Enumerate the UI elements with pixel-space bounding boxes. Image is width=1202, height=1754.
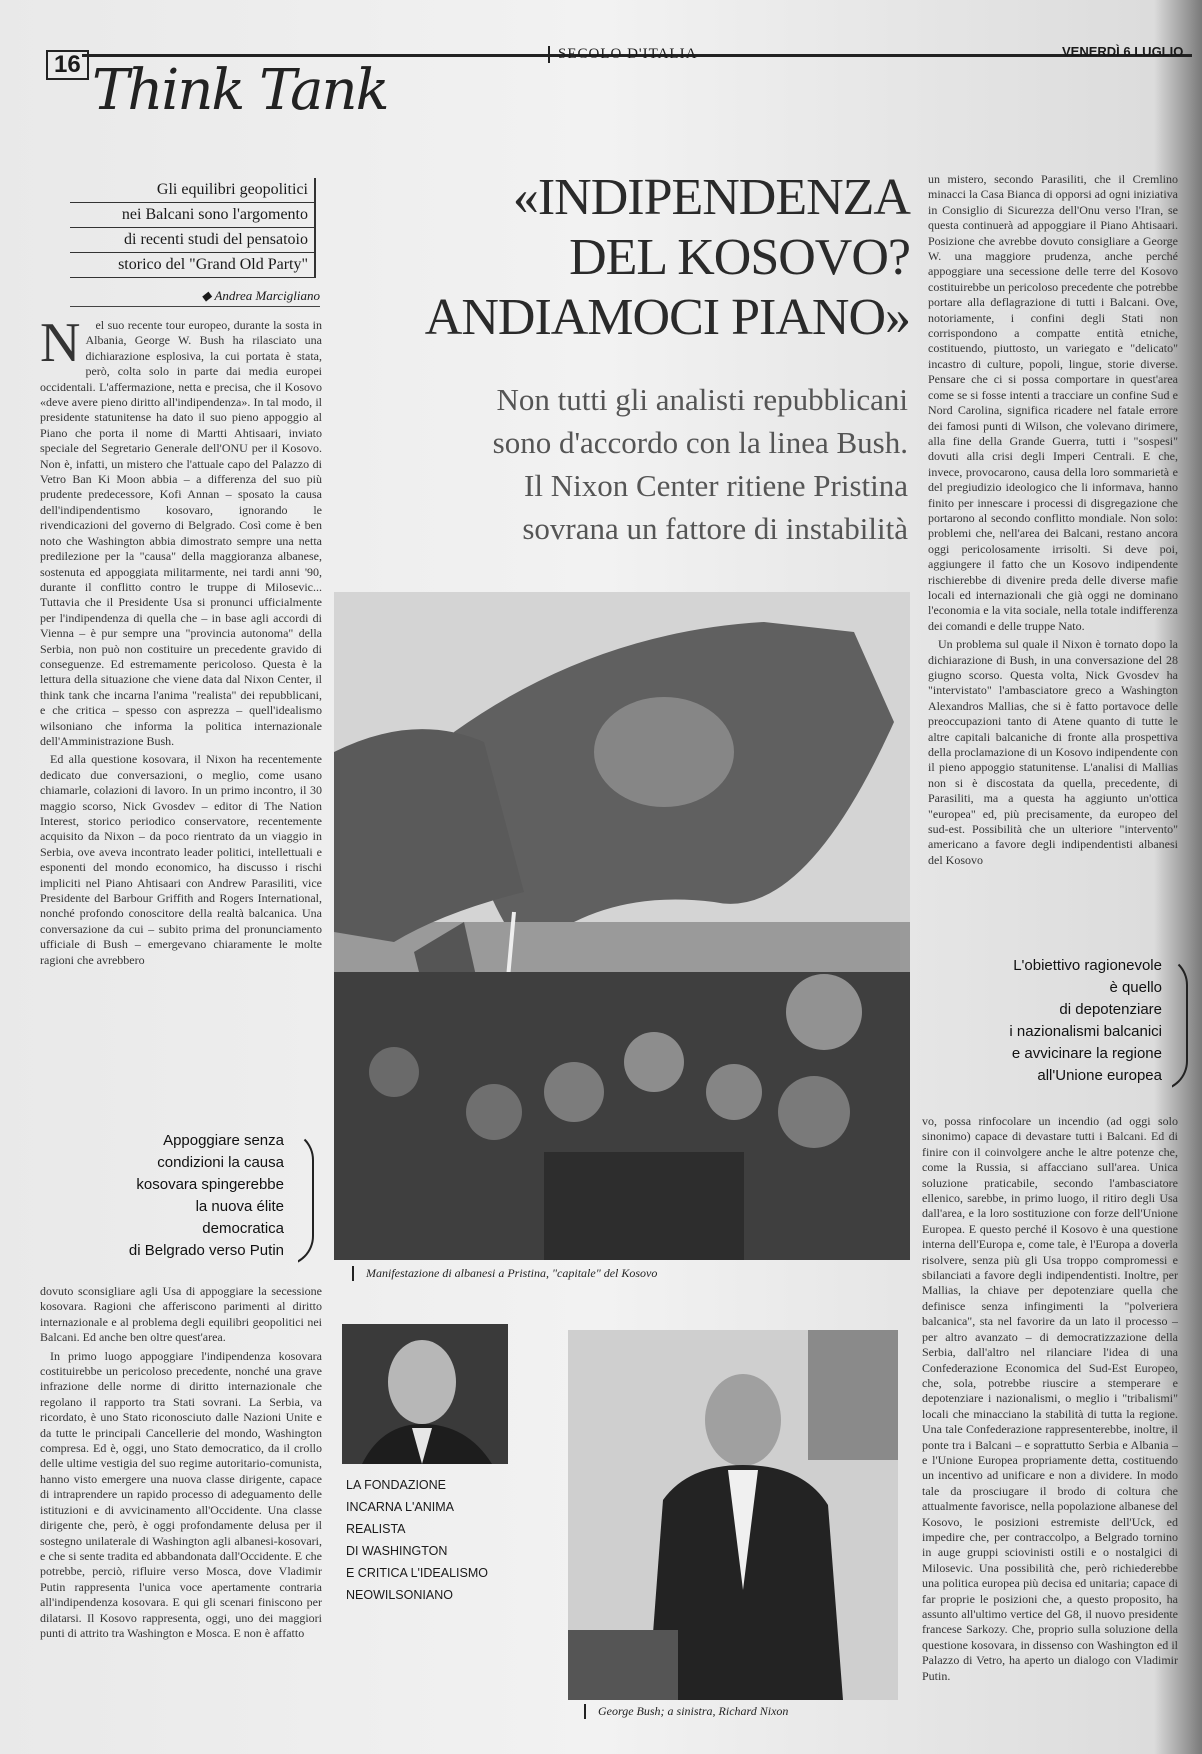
pull-quote-line: L'obiettivo ragionevole	[1013, 957, 1162, 974]
pull-quote-line: i nazionalismi balcanici	[1009, 1023, 1162, 1040]
headline-line: «INDIPENDENZA	[512, 169, 910, 226]
pull-quote-line: all'Unione europea	[1037, 1067, 1162, 1084]
main-photo	[334, 592, 910, 1260]
kicker-line: nei Balcani sono l'argomento	[70, 203, 316, 228]
kicker-line: Gli equilibri geopolitici	[70, 178, 316, 203]
bush-photo-caption: George Bush; a sinistra, Richard Nixon	[584, 1704, 898, 1719]
page-number: 16	[46, 50, 89, 80]
kicker-line: storico del "Grand Old Party"	[70, 253, 316, 278]
deck-line: Non tutti gli analisti repubblicani	[496, 382, 908, 417]
pull-quote-line: DI WASHINGTON	[346, 1544, 448, 1558]
bush-portrait	[568, 1330, 898, 1700]
kicker-line: di recenti studi del pensatoio	[70, 228, 316, 253]
deck-subtitle	[360, 378, 908, 550]
article-paragraph: In primo luogo appoggiare l'indipendenza kosovara costituirebbe un pericoloso precedente, nonché una grave infrazione delle norme di diritto internazionale che regolano il rapporto tra Stati sovrani. La Serbia, va ricordato, è uno Stato riconosciuto dalle Nazioni Unite e da tutte le principali Cancellerie del mondo, Washington compresa. Ed è, oggi, uno Stato democratico, da il crollo delle ultime vestigia del suo regime autoritario-comunista, hanno visto emergere una nuova classe dirigente, capace di intraprendere un rapido processo di adeguamento delle istituzioni e di avvicinamento all'Occidente. Una classe dirigente che, però, è oggi profondamente delusa per il sostegno unilaterale di Washington agli albanesi-kosovari, e che si sente tradita ed abbandonata dall'Occidente. E che potrebbe, perciò, rifluire verso Mosca, dove Vladimir Putin rappresenta l'unica voce apertamente contraria all'indipendenza kosovara. E qui gli scenari finiscono per dilatarsi. Il Kosovo rappresenta, oggi, uno dei maggiori punti di attrito tra Washington e Mosca. E non è affatto	[40, 1348, 322, 1640]
deck-line: sovrana un fattore di instabilità	[522, 511, 908, 546]
main-photo-caption: Manifestazione di albanesi a Pristina, "capitale" del Kosovo	[352, 1266, 766, 1281]
article-column-1	[40, 318, 322, 1096]
pull-quote-line: di Belgrado verso Putin	[128, 1242, 284, 1259]
article-paragraph: Ed alla questione kosovara, il Nixon ha recentemente dedicato due conversazioni, o meglio, come usano chiamarle, colazioni di lavoro. In un primo incontro, il 30 maggio scorso, Nick Gvosdev – editor di The Nation Interest, storico periodico conservatore, recentemente acquisito da Nixon – da poco rientrato da un viaggio in Serbia, ove aveva incontrato leader politici, intellettuali e esponenti del mondo economico, ha discusso i rischi impliciti nel Piano Ahtisaari con Andrew Parasiliti, vice Presidente del Barbour Griffith and Rogers International, nonché profondo conoscitore della realtà balcanica. Una conversazione da cui – subito prima del pronunciamento ufficiale di Bush – emergevano chiaramente le molte ragioni che avrebbero	[40, 752, 322, 967]
bush-photo	[568, 1330, 898, 1700]
pull-quote-line: REALISTA	[346, 1522, 406, 1536]
pull-quote-line: LA FONDAZIONE	[346, 1478, 447, 1492]
nixon-portrait	[342, 1324, 508, 1464]
nixon-photo	[342, 1324, 508, 1464]
article-paragraph: un mistero, secondo Parasiliti, che il Cremlino minacci la Casa Bianca di opporsi ad ogni iniziativa in Consiglio di Sicurezza dell'Onu verso l'Iran, se questa continuerà ad appoggiare il Piano Ahtisaari. Posizione che avrebbe dovuto consigliare a George W. una maggiore prudenza, anche perché appoggiare una secessione delle terre del Kosovo costituirebbe un pericoloso precedente che potrebbe portare alla deflagrazione di tutti i Balcani. Ove, notoriamente, i confini degli Stati non corrispondono a compatte entità etniche, costituendo, piuttosto, un variegato e "delicato" incastro di culture, popoli, lingue, storie diverse. Pensare che ci si possa comportare in quest'area come se si fosse intenti a tracciare un confine Sud e Nord Carolina, significa ricadere nel fatale errore dei famosi punti di Wilson, che volevano dirimere, alla fine della Grande Guerra, tutti i "sospesi" dovuti alla crisi degli Imperi Centrali. E che, invece, provocarono, causa della loro sommarietà e del pregiudizio ideologico che li informava, hanno finito per innescare i processi di disgregazione che portarono al secondo conflitto mondiale. Non solo: problemi che, nell'area dei Balcani, restano ancora oggi pericolosamente irrisolti. Si deve poi, aggiungere il fatto che un Kosovo indipendente rischierebbe di divenire preda delle diverse mafie locali ed internazionali che già oggi ne dominano l'economia e la vita sociale, nella totale indifferenza dei comandi e delle truppe Nato.	[928, 172, 1178, 633]
drop-cap: N	[40, 318, 81, 374]
issue-date: VENERDÌ 6 LUGLIO	[1062, 44, 1184, 59]
headline-line: DEL KOSOVO?	[569, 229, 910, 286]
pull-quote-line: condizioni la causa	[157, 1154, 284, 1171]
article-column-1b	[40, 1284, 322, 1729]
deck-line: sono d'accordo con la linea Bush.	[492, 425, 908, 460]
headline-line: ANDIAMOCI PIANO»	[424, 289, 910, 346]
pull-quote-line: INCARNA L'ANIMA	[346, 1500, 454, 1514]
article-paragraph: dovuto sconsigliare agli Usa di appoggiare la secessione kosovara. Ragioni che afferiscono parimenti al diritto internazionale e al problema degli equilibri geopolitici nei Balcani. Ed anche ben oltre quest'area.	[40, 1284, 322, 1345]
pull-quote-line: è quello	[1109, 979, 1162, 996]
pull-quote-right	[960, 955, 1162, 1087]
author-name: Andrea Marcigliano	[214, 288, 320, 303]
kicker	[70, 178, 316, 278]
headline	[330, 168, 910, 348]
pull-quote-line: e avvicinare la regione	[1011, 1045, 1162, 1062]
article-column-3b	[922, 1114, 1178, 1736]
author-byline: ◆ Andrea Marcigliano	[70, 288, 320, 307]
deck-line: Il Nixon Center ritiene Pristina	[524, 468, 908, 503]
pull-quote-line: democratica	[202, 1220, 284, 1237]
pull-quote-line: E CRITICA L'IDEALISMO	[346, 1566, 489, 1580]
pull-quote-line: NEOWILSONIANO	[346, 1588, 453, 1602]
pull-quote-line: di depotenziare	[1059, 1001, 1162, 1018]
article-paragraph: el suo recente tour europeo, durante la sosta in Albania, George W. Bush ha rilasciato una dichiarazione esplosiva, la cui portata è stata, però, colta solo in parte dai media europei occidentali. L'affermazione, netta e precisa, che il Kosovo «deve avere pieno diritto all'indipendenza». In tal modo, il presidente statunitense ha dato il suo pieno appoggio al Piano che porta il nome di Martti Ahtisaari, inviato speciale del Segretario Generale dell'ONU per il Kosovo. Non è, infatti, un mistero che l'attuale capo del Palazzo di Vetro Ban Ki Moon abbia – a differenza del suo più prudente predecessore, Kofi Annan – sposato la causa dell'indipendentismo kosovaro, ignorando le rivendicazioni del governo di Belgrado. Così come è ben noto che Washington abbia dimostrato sempre una netta predilezione per la "causa" della maggioranza albanese, sostenuta ed appoggiata militarmente, nei tardi anni '90, durante il conflitto contro le truppe di Milosevic... Tuttavia che il Presidente Usa si pronunci ufficialmente per l'indipendenza di quella che – in base agli accordi di Vienna – è pur sempre una "provincia autonoma" della Serbia, non può non costituire un precedente gravido di conseguenze. Ed estremamente pericoloso. Questa è la lettura della situazione che viene data dal Nixon Center, il think tank che incarna l'anima "realista" dei repubblicani, e che critica – spesso con asprezza – quell'idealismo wilsoniano che informa la politica internazionale dell'Amministrazione Bush.	[40, 318, 322, 748]
pull-quote-line: kosovara spingerebbe	[136, 1176, 284, 1193]
article-paragraph: vo, possa rinfocolare un incendio (ad oggi solo sinonimo) capace di devastare tutti i Balcani. Ed di finire con il coinvolgere anche le altre potenze che, come la Russia, si affacciano sull'area. Unica soluzione praticabile, secondo l'ambasciatore ellenico, sarebbe, in primo luogo, il ritiro degli Usa dall'area, e la loro sostituzione con forze dell'Unione Europea. E questo perché il Kosovo è una questione interna dell'Europa e, come tale, è l'Europa a doverla risolvere, senza più gli Usa troppo compromessi e sbilanciati a favore degli indipendentisti. Inoltre, per Mallias, la chiave per depotenziare quella che definisce senza infingimenti la "polveriera balcanica", sta nel favorire da un lato il processo – per altro avanzato – di democratizzazione della Serbia, dall'altro nel rilanciare l'idea di una Confederazione Economica del Sud-Est Europeo, che, sola, potrebbe riuscire a stemperare e depotenziare i nazionalismi, o meglio i "tribalismi" locali che minacciano la stabilità di tutta la regione. Una tale Confederazione rappresenterebbe, inoltre, il ponte tra i Balcani – e soprattutto Serbia e Albania – e l'Unione Europea propriamente detta, costituendo un incentivo ad unificare e non a dividere. In modo tale da prosciugare il brodo di coltura che attualmente favorisce, nella popolazione albanese del Kosovo, le posizioni estremiste dell'Uck, ed impedire che, per contraccolpo, a Belgrado tornino in auge gruppi sciovinisti ostili e o nostalgici di Milosevic. Una possibilità che, però richiederebbe una politica europea più decisa ed unitaria; capace di far proprie le posizioni che, a questo proposito, ha assunto all'ultimo vertice del G8, il nuovo presidente francese Sarkozy. Che, proprio sulla soluzione della questione kosovara, in dissenso con Washington ed il Palazzo di Vetro, ha aperto un dialogo con Vladimir Putin.	[922, 1114, 1178, 1683]
newspaper-name: SECOLO D'ITALIA	[548, 46, 697, 63]
pull-quote-box	[346, 1474, 506, 1606]
pull-quote-left	[88, 1130, 284, 1262]
article-paragraph: Un problema sul quale il Nixon è tornato dopo la dichiarazione di Bush, in una conversazione del 28 giugno scorso. Questa volta, Nick Gvosdev ha "intervistato" l'ambasciatore greco a Washington Alexandros Mallias, che si è fatto portavoce delle preoccupazioni tanto di Atene quanto di tutte le altre capitali balcaniche di fronte alla prospettiva della proclamazione di un Kosovo indipendente con il pieno appoggio statunitense. L'analisi di Mallias non si è discostata da quella, precedente, di Parasiliti, ma a questa ha aggiunto un'ottica "europea" ed, più precisamente, da europeo del sud-est. Possibilità che un ulteriore "intervento" americano a favore degli indipendentisti albanesi del Kosovo	[928, 637, 1178, 867]
pull-quote-line: la nuova élite	[195, 1198, 284, 1215]
article-column-3	[928, 172, 1178, 924]
demonstration-photo	[334, 592, 910, 1260]
pull-quote-line: Appoggiare senza	[163, 1132, 284, 1149]
section-title: Think Tank	[92, 58, 388, 123]
